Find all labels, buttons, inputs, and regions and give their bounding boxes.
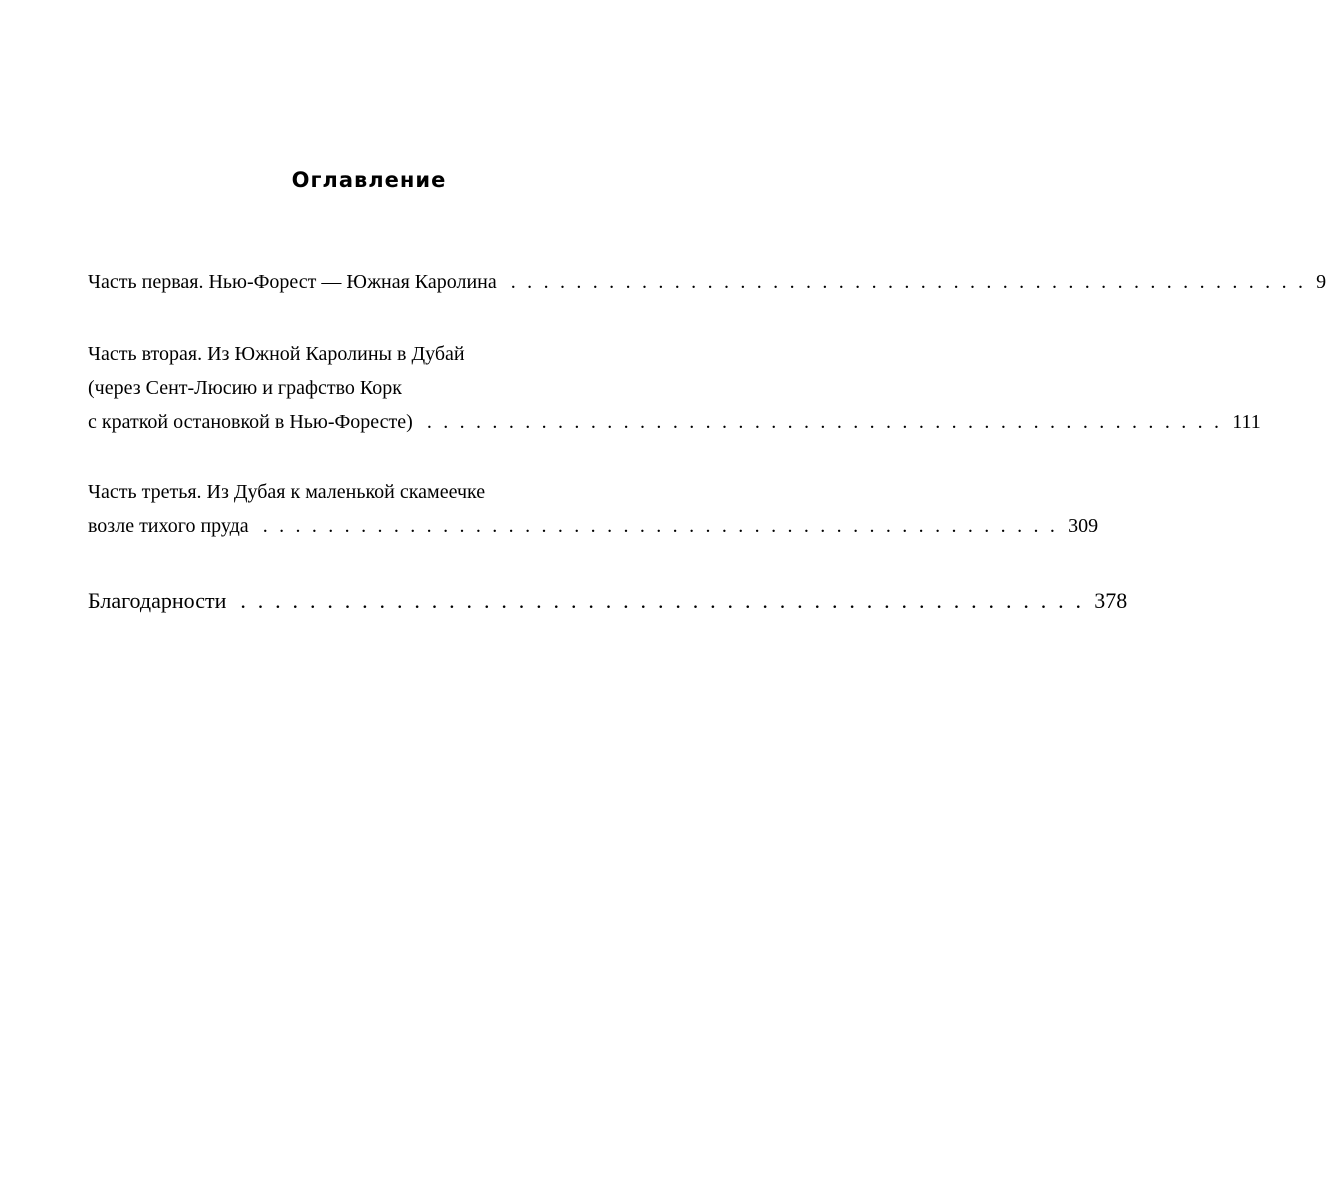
dot-leader: . . . . . . . . . . . . . . . . . . . . . . . . . . . . . . . . . . . . . . . . . . . . . . . . . — [426, 411, 1223, 433]
toc-entry-text: Часть третья. Из Дубая к маленькой скамеечке — [88, 481, 486, 503]
toc-entry-line — [88, 265, 1326, 299]
toc-page-number: 309 — [1068, 515, 1099, 537]
dot-leader: . . . . . . . . . . . . . . . . . . . . . . . . . . . . . . . . . . . . . . . . . . . . . . . . . — [240, 588, 1085, 613]
toc-entry-acknowledgements[interactable] — [88, 584, 1128, 618]
toc-entry-line — [88, 584, 1128, 618]
toc-page-number: 9 — [1316, 271, 1326, 293]
dot-leader: . . . . . . . . . . . . . . . . . . . . . . . . . . . . . . . . . . . . . . . . . . . . . . . . . — [262, 515, 1059, 537]
toc-entry-line — [88, 405, 1261, 439]
dot-leader: . . . . . . . . . . . . . . . . . . . . . . . . . . . . . . . . . . . . . . . . . . . . . . . . . — [510, 271, 1307, 293]
toc-entry-line — [88, 509, 1099, 543]
toc-entry-text: с краткой остановкой в Нью-Форесте) — [88, 411, 413, 433]
toc-page-number: 111 — [1232, 411, 1261, 433]
toc-entry-text: Часть первая. Нью-Форест — Южная Каролина — [88, 271, 497, 293]
toc-title: Оглавление — [291, 168, 447, 192]
toc-entry-text: Благодарности — [88, 588, 227, 613]
toc-entry-text: Часть вторая. Из Южной Каролины в Дубай — [88, 343, 465, 365]
toc-entry-part-one[interactable] — [88, 265, 1326, 299]
toc-entry-part-three[interactable] — [88, 475, 1099, 543]
toc-entry-text: возле тихого пруда — [88, 515, 249, 537]
toc-page-number: 378 — [1094, 588, 1128, 613]
toc-entry-text: (через Сент-Люсию и графство Корк — [88, 377, 402, 399]
toc-entry-part-two[interactable] — [88, 337, 1261, 439]
